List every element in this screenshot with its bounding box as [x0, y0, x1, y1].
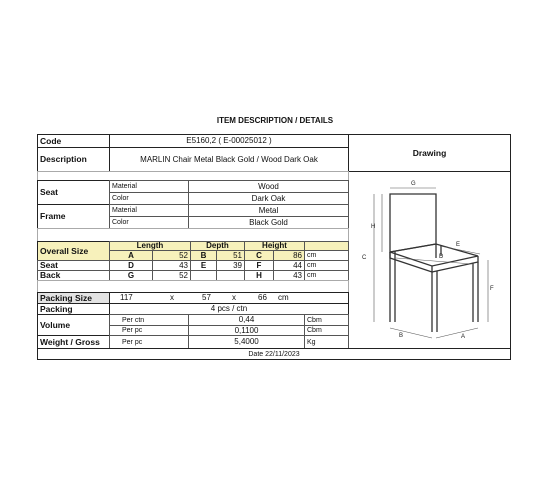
packing-width: 57	[202, 293, 211, 302]
packing-x-1: x	[170, 293, 174, 302]
seat-material-label: Material	[109, 180, 189, 193]
dim-value-e: 39	[216, 260, 245, 271]
volume-per-pc-label: Per pc	[109, 325, 189, 336]
seat-label: Seat	[37, 180, 110, 205]
volume-per-pc-value: 0,1100	[188, 325, 305, 336]
volume-unit: Cbm	[304, 325, 349, 336]
drawing-label-a: A	[461, 334, 466, 340]
drawing-label-b: B	[399, 333, 404, 339]
dim-code-f: F	[244, 260, 274, 271]
volume-label: Volume	[37, 314, 110, 336]
drawing-header: Drawing	[348, 134, 511, 172]
dim-line-b	[390, 328, 432, 338]
dim-value-a: 52	[152, 250, 191, 261]
dim-value-c: 86	[273, 250, 305, 261]
drawing-label-h: H	[371, 224, 376, 230]
height-header: Height	[244, 241, 305, 251]
dim-unit: cm	[304, 260, 349, 271]
dim-value-d: 43	[152, 260, 191, 271]
packing-x-2: x	[232, 293, 236, 302]
frame-label: Frame	[37, 204, 110, 229]
drawing-label-c: C	[362, 255, 367, 261]
drawing-label-e: E	[456, 242, 461, 248]
dim-code-d: D	[109, 260, 153, 271]
dim-line-d	[396, 258, 472, 264]
drawing-label-g: G	[411, 181, 416, 187]
dim-value-b: 51	[216, 250, 245, 261]
packing-label: Packing	[37, 303, 110, 315]
volume-unit: Cbm	[304, 314, 349, 326]
frame-color-value: Black Gold	[188, 216, 349, 229]
depth-header: Depth	[190, 241, 245, 251]
packing-unit: cm	[278, 293, 289, 302]
dim-code-c: C	[244, 250, 274, 261]
dim-value-f: 44	[273, 260, 305, 271]
page-title: ITEM DESCRIPTION / DETAILS	[216, 116, 334, 125]
chair-drawing	[352, 172, 508, 344]
dim-code-g: G	[109, 270, 153, 281]
frame-color-label: Color	[109, 216, 189, 229]
frame-material-label: Material	[109, 204, 189, 217]
code-value: E5160,2 ( E-00025012 )	[109, 134, 349, 148]
description-label: Description	[37, 147, 110, 172]
dim-value-g: 52	[152, 270, 191, 281]
overall-size-label: Overall Size	[37, 241, 110, 261]
frame-material-value: Metal	[188, 204, 349, 217]
drawing-label-f: F	[490, 286, 494, 292]
weight-per-pc-label: Per pc	[109, 335, 189, 349]
weight-unit: Kg	[304, 335, 349, 349]
dim-unit: cm	[304, 270, 349, 281]
back-dim-label: Back	[37, 270, 110, 281]
dim-line-a	[436, 328, 478, 338]
code-label: Code	[37, 134, 110, 148]
volume-per-ctn-value: 0,44	[188, 314, 305, 326]
dim-code-b: B	[190, 250, 217, 261]
spacer-row	[37, 228, 349, 242]
packing-value: 4 pcs / ctn	[109, 303, 349, 315]
packing-size-label: Packing Size	[37, 292, 110, 304]
dim-value-h: 43	[273, 270, 305, 281]
dim-unit: cm	[304, 250, 349, 261]
seat-color-value: Dark Oak	[188, 192, 349, 205]
description-value: MARLIN Chair Metal Black Gold / Wood Dark Oak	[109, 147, 349, 172]
chair-outline	[390, 194, 478, 332]
drawing-label-d: D	[439, 254, 444, 260]
volume-per-ctn-label: Per ctn	[109, 314, 189, 326]
dim-code-a: A	[109, 250, 153, 261]
date-footer: Date 22/11/2023	[37, 348, 511, 360]
packing-length: 117	[120, 293, 133, 302]
seat-color-label: Color	[109, 192, 189, 205]
weight-label: Weight / Gross	[37, 335, 110, 349]
seat-material-value: Wood	[188, 180, 349, 193]
dim-code-h: H	[244, 270, 274, 281]
packing-height: 66	[258, 293, 267, 302]
length-header: Length	[109, 241, 191, 251]
seat-dim-label: Seat	[37, 260, 110, 271]
weight-value: 5,4000	[188, 335, 305, 349]
dim-code-e: E	[190, 260, 217, 271]
